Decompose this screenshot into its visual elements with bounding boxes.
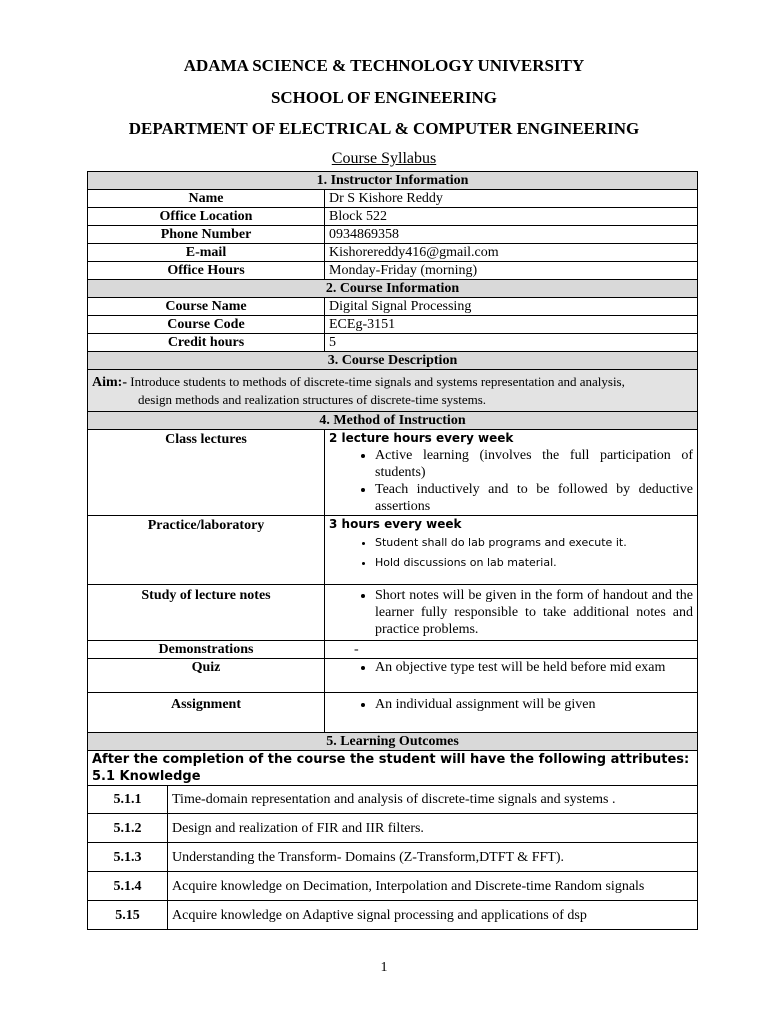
aim-label: Aim:- [92, 375, 127, 390]
syllabus-table [87, 171, 698, 930]
method-section-header: 4. Method of Instruction [88, 412, 698, 430]
outcomes-intro: After the completion of the course the student will have the following attributes: [92, 752, 690, 767]
outcome-row: 5.1.3 Understanding the Transform- Domains (Z-Transform,DTFT & FFT). [88, 843, 698, 872]
outcome-row: 5.15 Acquire knowledge on Adaptive signal processing and applications of dsp [88, 901, 698, 930]
school-title: SCHOOL OF ENGINEERING [270, 88, 498, 107]
course-section-header: 2. Course Information [88, 280, 698, 298]
instructor-row: Office Hours Monday-Friday (morning) [88, 262, 698, 280]
instructor-row: Name Dr S Kishore Reddy [88, 190, 698, 208]
outcomes-intro-row [88, 751, 698, 786]
knowledge-subheading: 5.1 Knowledge [92, 769, 201, 784]
course-row: Course Code ECEg-3151 [88, 316, 698, 334]
outcomes-section-header: 5. Learning Outcomes [88, 733, 698, 751]
description-section-header: 3. Course Description [88, 352, 698, 370]
page-number: 1 [380, 960, 388, 975]
method-row-demonstrations: Demonstrations - [88, 641, 698, 659]
email-value: Kishorereddy416@gmail.com [325, 244, 698, 262]
aim-text-line2: design methods and realization structures of discrete-time systems. [138, 392, 487, 407]
instructor-row: Phone Number 0934869358 [88, 226, 698, 244]
outcome-row: 5.1.2 Design and realization of FIR and IIR filters. [88, 814, 698, 843]
aim-text-line1: Introduce students to methods of discrete-time signals and systems representation and analysis, [130, 374, 625, 389]
outcome-row: 5.1.1 Time-domain representation and analysis of discrete-time signals and systems . [88, 786, 698, 814]
method-row-class-lectures: Class lectures 2 lecture hours every week • Active learning (involves the full participation of students) • Teach inductively and to be followed by deductive assertions [88, 430, 698, 516]
method-row-study: Study of lecture notes • Short notes will be given in the form of handout and the learner fully responsible to take additional notes and practice problems. [88, 585, 698, 641]
outcome-row: 5.1.4 Acquire knowledge on Decimation, Interpolation and Discrete-time Random signals [88, 872, 698, 901]
method-row-practice: Practice/laboratory 3 hours every week • Student shall do lab programs and execute it. • Hold discussions on lab material. [88, 516, 698, 585]
instructor-row: Office Location Block 522 [88, 208, 698, 226]
instructor-row: E-mail Kishorereddy416@gmail.com [88, 244, 698, 262]
method-row-quiz: Quiz • An objective type test will be held before mid exam [88, 659, 698, 693]
aim-row [88, 370, 698, 412]
department-title: DEPARTMENT OF ELECTRICAL & COMPUTER ENGINEERING [128, 119, 640, 138]
university-title: ADAMA SCIENCE & TECHNOLOGY UNIVERSITY [183, 56, 585, 75]
instructor-section-header: 1. Instructor Information [88, 172, 698, 190]
method-row-assignment: Assignment • An individual assignment will be given [88, 693, 698, 733]
course-syllabus-title: Course Syllabus [331, 150, 437, 167]
course-row: Course Name Digital Signal Processing [88, 298, 698, 316]
course-row: Credit hours 5 [88, 334, 698, 352]
